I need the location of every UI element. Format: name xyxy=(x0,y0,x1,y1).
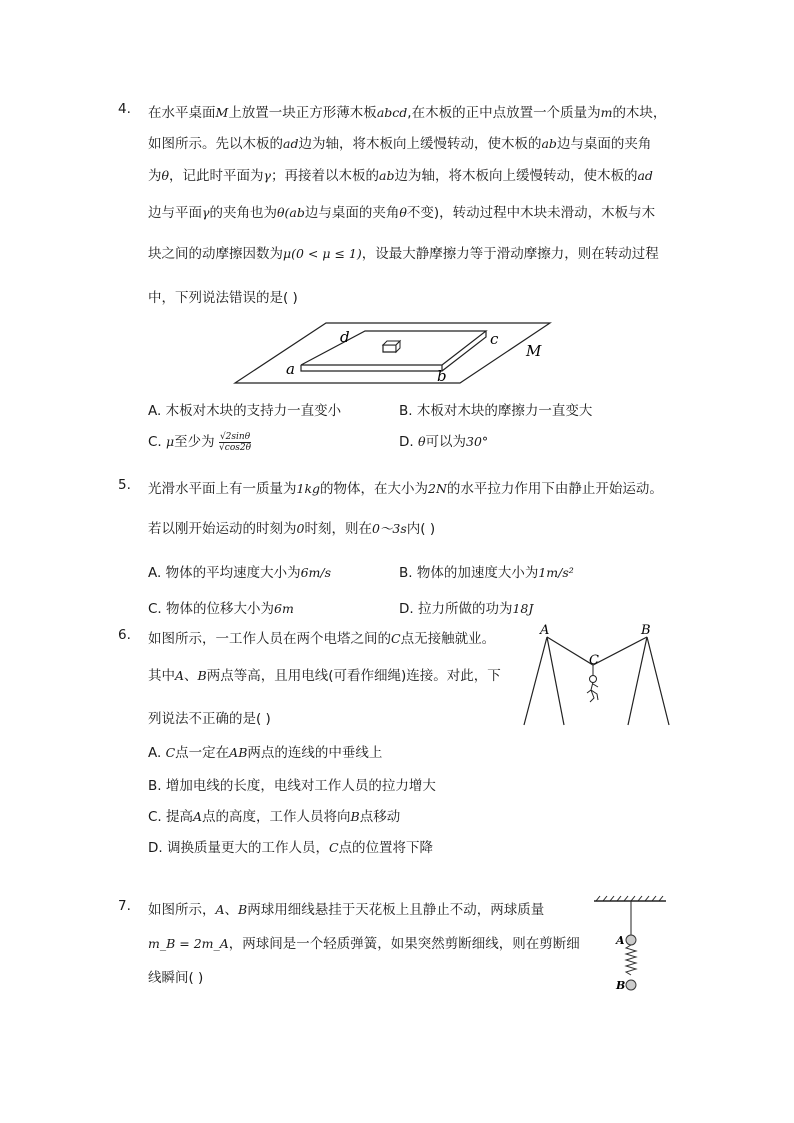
question-number: 4. xyxy=(118,101,131,117)
question-text-line: 若以刚开始运动的时刻为0时刻，则在0～3s内( ) xyxy=(148,521,436,537)
question-text-line: 光滑水平面上有一质量为1kg的物体，在大小为2N的水平拉力作用下由静止开始运动。 xyxy=(148,481,663,497)
question-text-line: 块之间的动摩擦因数为μ(0 < μ ≤ 1)，设最大静摩擦力等于滑动摩擦力，则在转动过程 xyxy=(148,246,659,262)
question-text-line: 如图所示，A、B两球用细线悬挂于天花板上且静止不动，两球质量 xyxy=(148,902,545,918)
question-text-line: 如图所示，一工作人员在两个电塔之间的C点无接触就业。 xyxy=(148,631,496,647)
label-c: c xyxy=(490,330,499,348)
label-B: B xyxy=(616,979,626,992)
question-text-line: 中，下列说法错误的是( ) xyxy=(148,290,298,306)
ball-B xyxy=(626,980,636,990)
worker-head xyxy=(590,676,597,683)
fraction: $\frac{√2\sin\theta}{√\cos 2\theta}$ xyxy=(219,431,252,453)
worker-figure xyxy=(587,682,598,702)
left-tower xyxy=(524,637,564,725)
option-c[interactable]: C. μ至少为 $\frac{√2\sin\theta}{√\cos 2\theta}$ xyxy=(148,431,252,453)
option-d[interactable]: D. 调换质量更大的工作人员，C点的位置将下降 xyxy=(148,840,434,856)
board-on-table-figure xyxy=(230,318,555,388)
power-tower-figure xyxy=(518,620,678,730)
question-text-line: 在水平桌面M上放置一块正方形薄木板abcd,在木板的正中点放置一个质量为m的木块， xyxy=(148,105,667,121)
hanging-spring-figure xyxy=(590,893,670,993)
label-b: b xyxy=(437,367,447,385)
question-text-line: 为θ，记此时平面为γ；再接着以木板的ab边为轴，将木板向上缓慢转动，使木板的ad xyxy=(148,168,653,184)
label-C: C xyxy=(589,653,599,668)
question-number: 6. xyxy=(118,627,131,643)
label-B: B xyxy=(641,623,651,638)
option-a[interactable]: A. C点一定在AB两点的连线的中垂线上 xyxy=(148,745,383,761)
question-text-line: 如图所示。先以木板的ad边为轴，将木板向上缓慢转动，使木板的ab边与桌面的夹角 xyxy=(148,136,652,152)
spring xyxy=(626,945,636,975)
option-d[interactable]: D. 拉力所做的功为18J xyxy=(399,601,534,617)
question-number: 5. xyxy=(118,477,131,493)
option-b[interactable]: B. 增加电线的长度，电线对工作人员的拉力增大 xyxy=(148,778,436,794)
label-M: M xyxy=(526,342,542,360)
question-text-line: 线瞬间( ) xyxy=(148,970,204,986)
option-c[interactable]: C. 物体的位移大小为6m xyxy=(148,601,294,617)
label-a: a xyxy=(286,360,295,378)
ball-A xyxy=(626,935,636,945)
question-text-line: 列说法不正确的是( ) xyxy=(148,711,271,727)
option-a[interactable]: A. 物体的平均速度大小为6m/s xyxy=(148,565,332,581)
question-text-line: m_B = 2m_A，两球间是一个轻质弹簧，如果突然剪断细线，则在剪断细 xyxy=(148,936,580,952)
table-surface-M xyxy=(235,323,550,383)
wood-block xyxy=(383,345,396,352)
question-text-line: 边与平面γ的夹角也为θ(ab边与桌面的夹角θ不变)，转动过程中木块未滑动，木板与木 xyxy=(148,205,656,221)
label-d: d xyxy=(340,328,350,346)
label-A: A xyxy=(616,934,625,947)
question-text-line: 其中A、B两点等高，且用电线(可看作细绳)连接。对此，下 xyxy=(148,668,501,684)
right-tower xyxy=(628,637,669,725)
option-b[interactable]: B. 木板对木块的摩擦力一直变大 xyxy=(399,403,593,419)
option-a[interactable]: A. 木板对木块的支持力一直变小 xyxy=(148,403,342,419)
option-d[interactable]: D. θ可以为30° xyxy=(399,434,489,450)
question-number: 7. xyxy=(118,898,131,914)
option-b[interactable]: B. 物体的加速度大小为1m/s² xyxy=(399,565,574,581)
label-A: A xyxy=(540,623,550,638)
option-c[interactable]: C. 提高A点的高度，工作人员将向B点移动 xyxy=(148,809,401,825)
